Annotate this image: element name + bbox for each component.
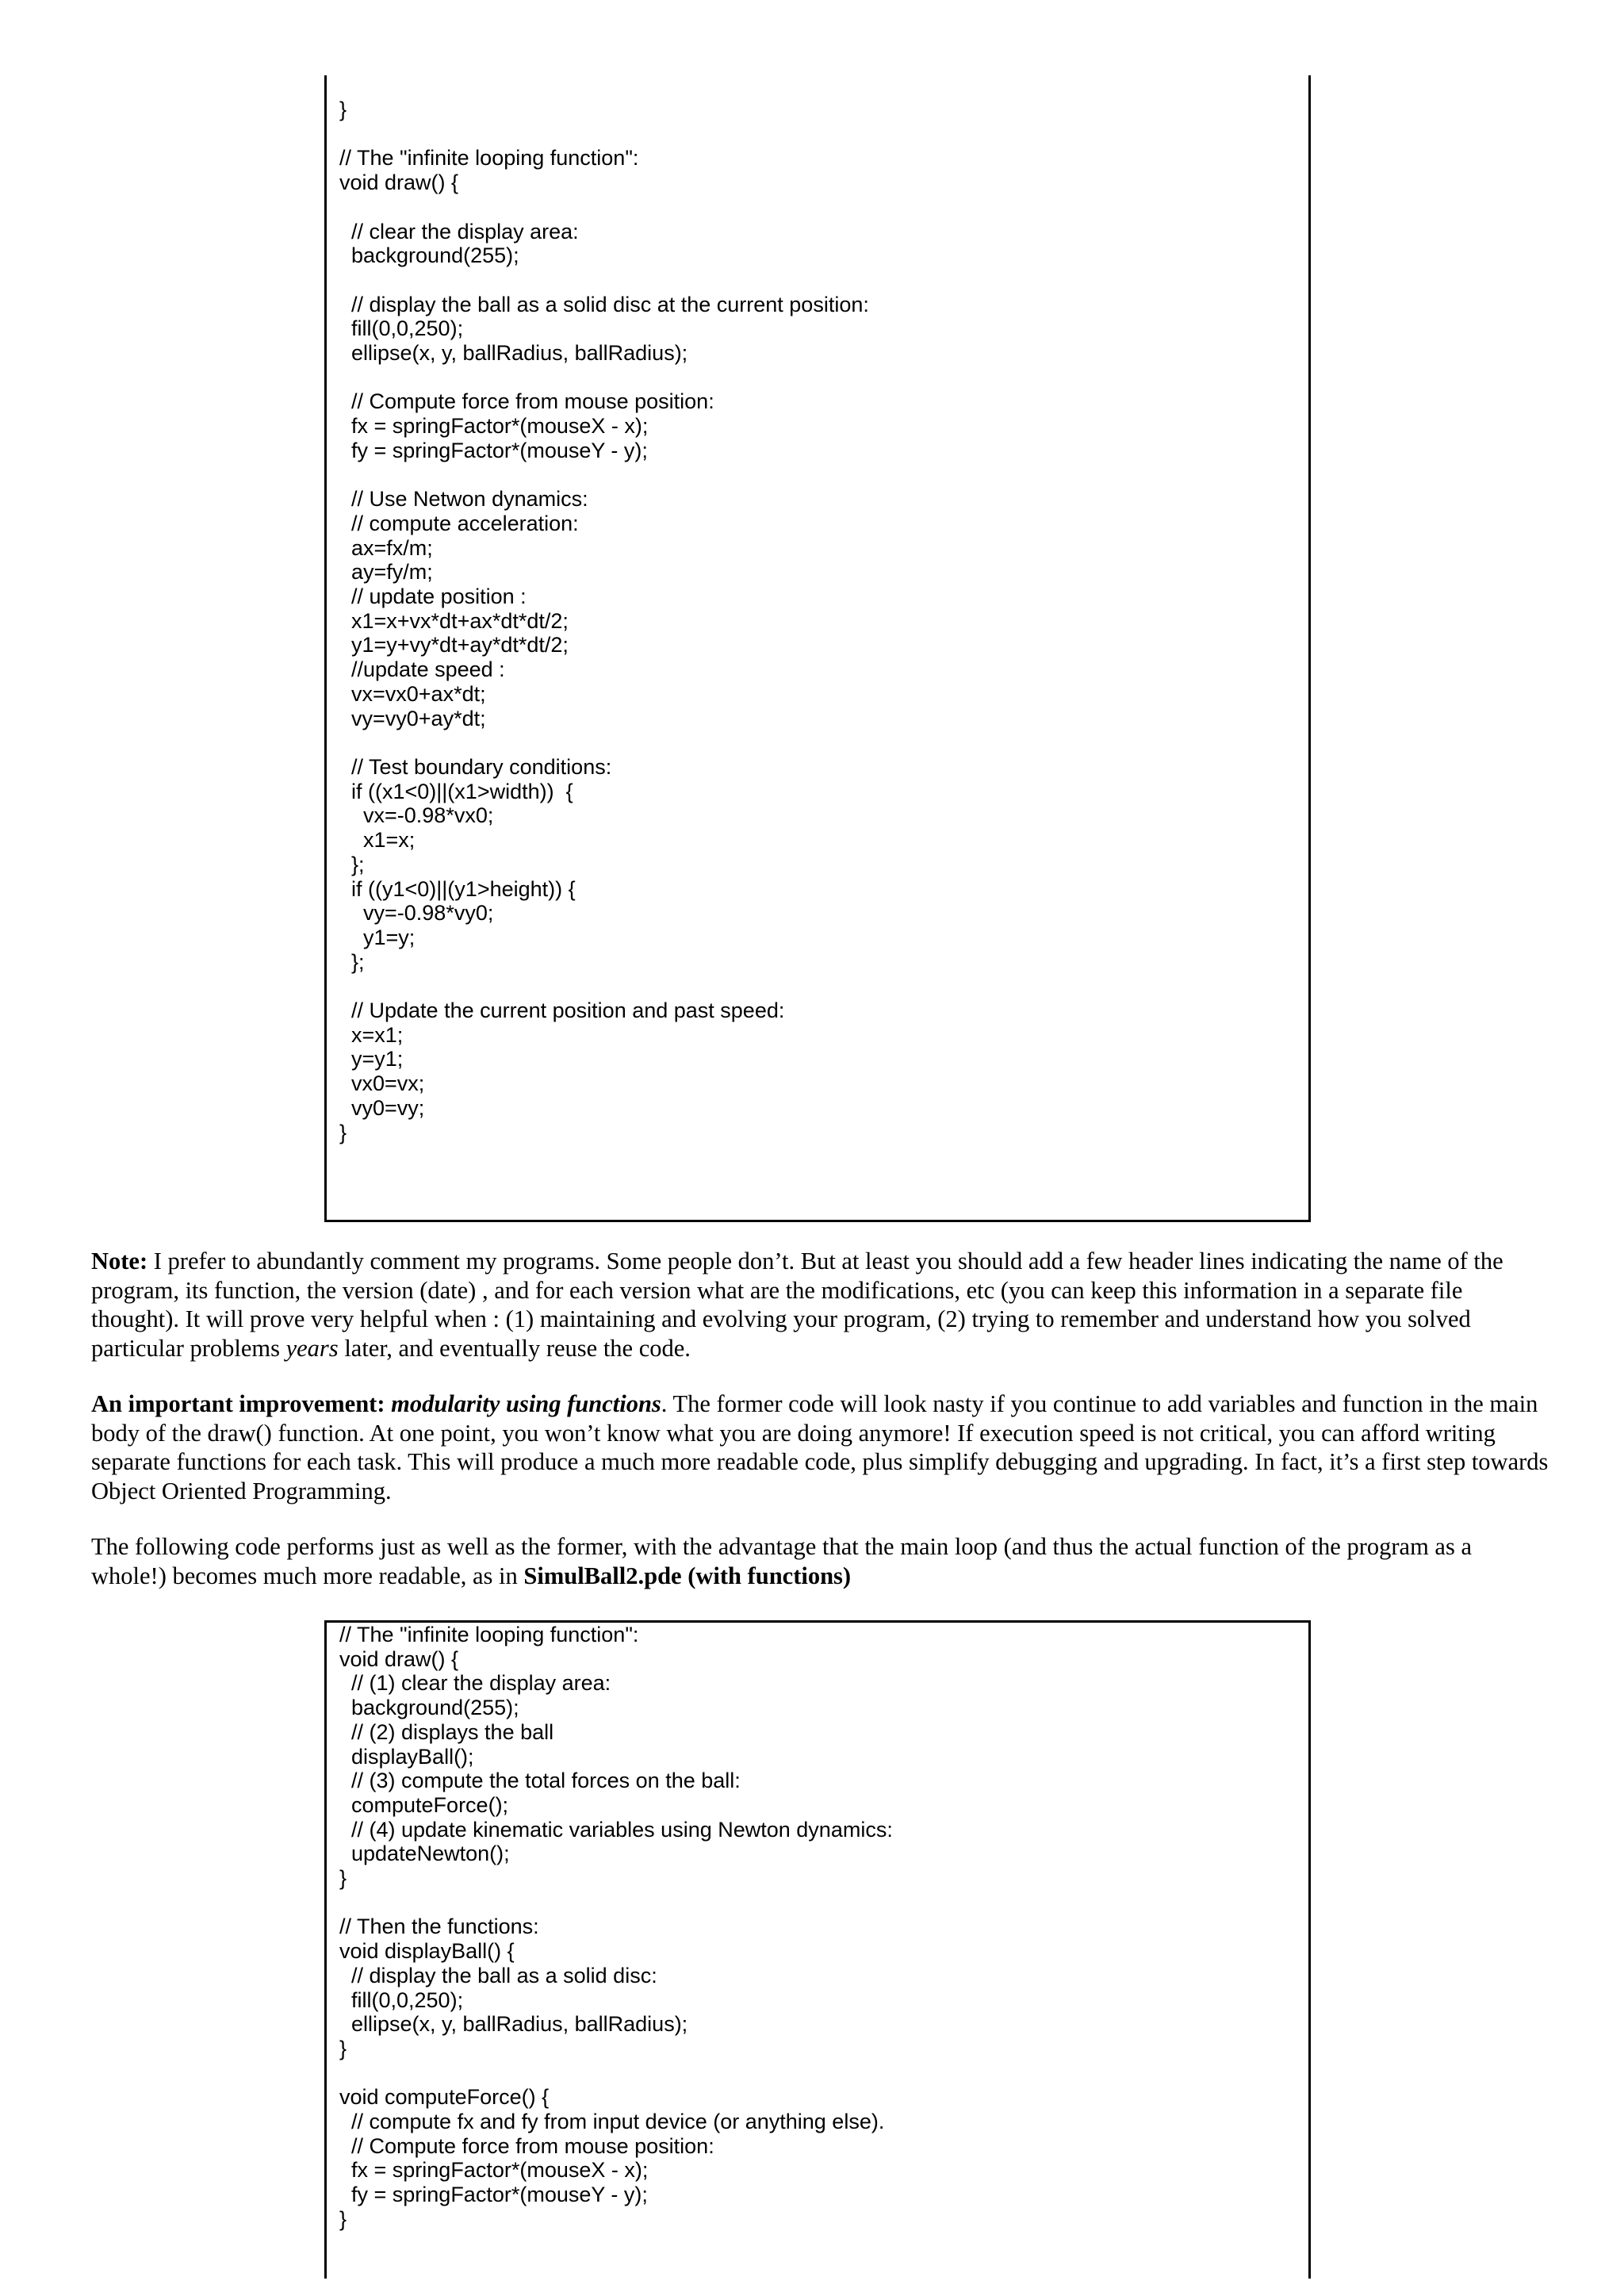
- code-line: }: [339, 2036, 347, 2060]
- improvement-paragraph: [91, 1389, 1550, 1505]
- code-line: }: [339, 1120, 347, 1144]
- code-line: // Compute force from mouse position:: [339, 2133, 714, 2158]
- code-line: ellipse(x, y, ballRadius, ballRadius);: [339, 2012, 688, 2037]
- note-label: Note:: [91, 1248, 148, 1274]
- code-line: background(255);: [339, 1696, 519, 1720]
- code-listing-draw-loop: [324, 75, 1311, 1222]
- code-line: x1=x;: [339, 828, 416, 853]
- improvement-label: An important improvement:: [91, 1390, 392, 1417]
- code-line: //update speed :: [339, 657, 505, 682]
- code-line: fx = springFactor*(mouseX - x);: [339, 2158, 649, 2183]
- improvement-label-italic: modularity using functions: [391, 1390, 661, 1417]
- code-line: x=x1;: [339, 1022, 404, 1047]
- file-label: SimulBall2.pde (with functions): [523, 1562, 852, 1589]
- code-line: fill(0,0,250);: [339, 1987, 464, 2012]
- code-line: }: [339, 1866, 347, 1891]
- code-line: displayBall();: [339, 1744, 474, 1769]
- code-line: ellipse(x, y, ballRadius, ballRadius);: [339, 341, 688, 366]
- code-line: ay=fy/m;: [339, 560, 433, 585]
- code-line: void draw() {: [339, 1646, 459, 1671]
- code-line: fy = springFactor*(mouseY - y);: [339, 438, 648, 462]
- code-line: void draw() {: [339, 171, 459, 195]
- code-line: };: [339, 949, 365, 974]
- code-text: [327, 1623, 1308, 2232]
- code-line: }: [339, 98, 347, 121]
- code-line: // Then the functions:: [339, 1915, 539, 1939]
- code-line: // display the ball as a solid disc:: [339, 1963, 657, 1987]
- note-text-after: later, and eventually reuse the code.: [338, 1334, 691, 1362]
- code-line: // clear the display area:: [339, 219, 579, 243]
- note-paragraph: [91, 1247, 1550, 1363]
- code-line: y1=y+vy*dt+ay*dt*dt/2;: [339, 633, 569, 657]
- code-line: fy = springFactor*(mouseY - y);: [339, 2183, 648, 2207]
- code-line: // (4) update kinematic variables using Newton dynamics:: [339, 1817, 893, 1842]
- code-line: updateNewton();: [339, 1842, 510, 1866]
- code-line: ax=fx/m;: [339, 535, 433, 560]
- code-line: void displayBall() {: [339, 1939, 515, 1964]
- code-line: // Update the current position and past speed:: [339, 999, 785, 1023]
- code-text: [327, 75, 1308, 1144]
- code-line: };: [339, 852, 365, 876]
- code-line: // compute fx and fy from input device (or anything else).: [339, 2110, 885, 2134]
- improvement-text: . The former code will look nasty if you continue to add variables and function in the main body of the draw() function. At one point, you won’t know what you are doing anymore! If execution speed is not critical, you can afford writing separate functions for each task. This will produce a much more readable code, plus simplify debugging and upgrading. In fact, it’s a first step towards Object Oriented Programming.: [91, 1390, 1549, 1504]
- code-line: computeForce();: [339, 1792, 509, 1817]
- following-text: The following code performs just as well as the former, with the advantage that the main loop (and thus the actual function of the program as a whole!) becomes much more readable, as in: [91, 1533, 1472, 1589]
- code-line: fill(0,0,250);: [339, 316, 464, 341]
- note-emphasis: years: [285, 1334, 339, 1362]
- code-line: vy=-0.98*vy0;: [339, 901, 494, 926]
- code-line: // (1) clear the display area:: [339, 1671, 611, 1696]
- code-line: // display the ball as a solid disc at the current position:: [339, 292, 869, 316]
- code-line: vx=vx0+ax*dt;: [339, 681, 486, 706]
- code-line: background(255);: [339, 243, 519, 268]
- code-line: // Compute force from mouse position:: [339, 389, 714, 414]
- code-line: // (2) displays the ball: [339, 1719, 554, 1744]
- code-line: fx = springFactor*(mouseX - x);: [339, 414, 649, 439]
- code-line: vy=vy0+ay*dt;: [339, 706, 486, 730]
- code-line: vx=-0.98*vx0;: [339, 803, 494, 828]
- code-line: if ((y1<0)||(y1>height)) {: [339, 876, 576, 901]
- code-line: // The "infinite looping function":: [339, 1623, 639, 1646]
- code-line: if ((x1<0)||(x1>width)) {: [339, 779, 573, 803]
- following-paragraph: [91, 1532, 1550, 1590]
- code-line: x1=x+vx*dt+ax*dt*dt/2;: [339, 608, 569, 633]
- code-line: void computeForce() {: [339, 2085, 550, 2110]
- code-line: y1=y;: [339, 925, 416, 949]
- code-line: vy0=vy;: [339, 1095, 425, 1120]
- code-line: y=y1;: [339, 1047, 404, 1071]
- code-listing-functions: [324, 1620, 1311, 2279]
- code-line: // Test boundary conditions:: [339, 754, 612, 779]
- note-text: I prefer to abundantly comment my programs. Some people don’t. But at least you should add a few header lines indicating the name of the program, its function, the version (date) , and for each version what are the modifications, etc (you can keep this information in a separate file thought). It will prove very helpful when : (1) maintaining and evolving your program, (2) trying to remember and understand how you solved particular problems: [91, 1248, 1503, 1362]
- code-line: vx0=vx;: [339, 1071, 425, 1096]
- code-line: // compute acceleration:: [339, 511, 579, 535]
- code-line: // The "infinite looping function":: [339, 146, 639, 171]
- code-line: // (3) compute the total forces on the ball:: [339, 1769, 741, 1793]
- code-line: }: [339, 2206, 347, 2231]
- code-line: // Use Netwon dynamics:: [339, 487, 588, 512]
- code-line: // update position :: [339, 585, 527, 609]
